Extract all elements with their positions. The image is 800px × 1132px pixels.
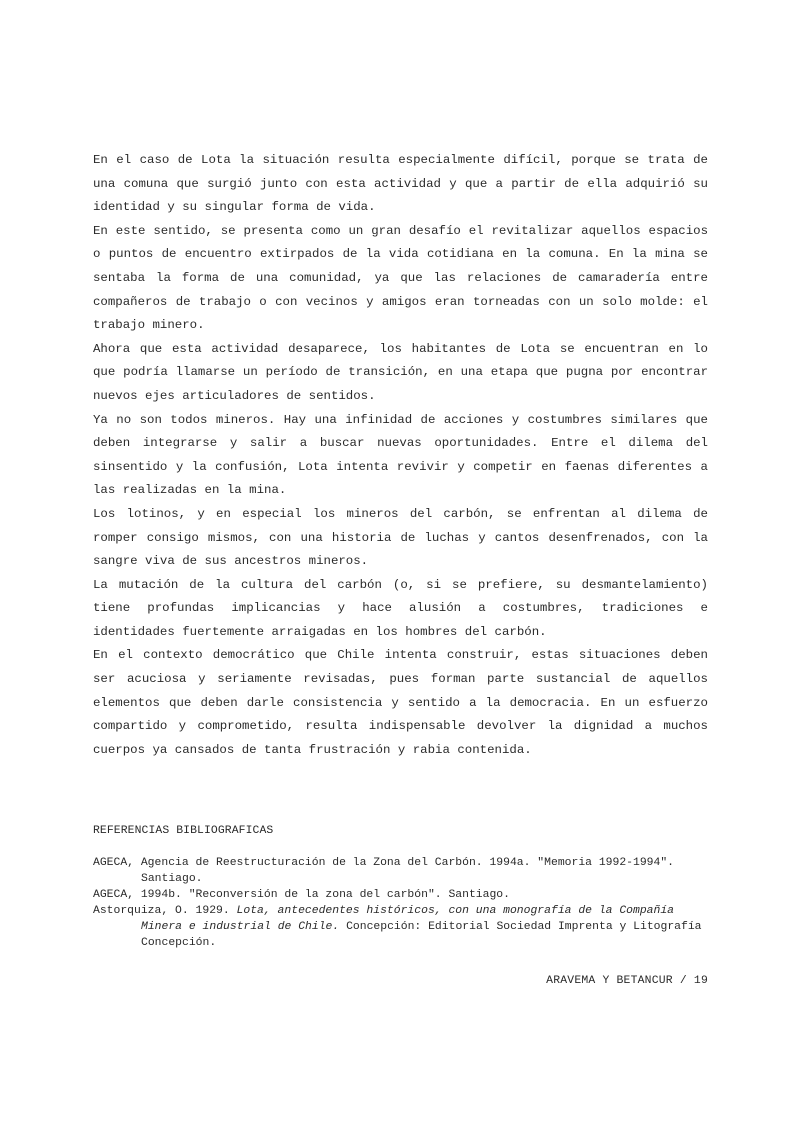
paragraph: Los lotinos, y en especial los mineros del carbón, se enfrentan al dilema de romper consigo mismos, con una historia de luchas y cantos desenfrenados, con la sangre viva de sus ancestros mineros. (93, 506, 708, 569)
reference-item (93, 903, 708, 951)
reference-author: Astorquiza, O. 1929. (93, 905, 237, 917)
references-heading: REFERENCIAS BIBLIOGRAFICAS (93, 825, 274, 837)
page-footer: ARAVEMA Y BETANCUR / 19 (546, 975, 708, 987)
paragraph: En el contexto democrático que Chile intenta construir, estas situaciones deben ser acuciosa y seriamente revisadas, pues forman parte sustancial de aquellos elementos que deben darle consistencia y sentido a la democracia. En un esfuerzo compartido y comprometido, resulta indispensable devolver la dignidad a muchos cuerpos ya cansados de tanta frustración y rabia contenida. (93, 648, 708, 757)
body-text (93, 149, 708, 762)
paragraph: La mutación de la cultura del carbón (o, si se prefiere, su desmantelamiento) tiene profundas implicancias y hace alusión a costumbres, tradiciones e identidades fuertemente arraigadas en los hombres del carbón. (93, 577, 708, 639)
paragraph: Ahora que esta actividad desaparece, los habitantes de Lota se encuentran en lo que podría llamarse un período de transición, en una etapa que pugna por encontrar nuevos ejes articuladores de sentidos. (93, 341, 708, 403)
document-page (93, 149, 708, 987)
paragraph: Ya no son todos mineros. Hay una infinidad de acciones y costumbres similares que deben integrarse y salir a buscar nuevas oportunidades. Entre el dilema del sinsentido y la confusión, Lota intenta revivir y competir en faenas diferentes a las realizadas en la mina. (93, 412, 708, 498)
references-section (93, 825, 708, 951)
paragraph: En el caso de Lota la situación resulta especialmente difícil, porque se trata de una comuna que surgió junto con esta actividad y que a partir de ella adquirió su identidad y su singular forma de vida. (93, 153, 708, 215)
reference-item: AGECA, 1994b. "Reconversión de la zona del carbón". Santiago. (93, 889, 510, 901)
reference-title: Lota, antecedentes históricos, con una monografía de la Compañía Minera e industrial de Chile. (141, 905, 675, 933)
reference-item: AGECA, Agencia de Reestructuración de la Zona del Carbón. 1994a. "Memoria 1992-1994". Santiago. (93, 857, 675, 885)
reference-publisher: Concepción: Editorial Sociedad Imprenta y Litografía Concepción. (141, 921, 702, 949)
paragraph: En este sentido, se presenta como un gran desafío el revitalizar aquellos espacios o puntos de encuentro extirpados de la vida cotidiana en la comuna. En la mina se sentaba la forma de una comunidad, ya que las relaciones de camaradería entre compañeros de trabajo o con vecinos y amigos eran torneadas con un solo molde: el trabajo minero. (93, 223, 708, 333)
